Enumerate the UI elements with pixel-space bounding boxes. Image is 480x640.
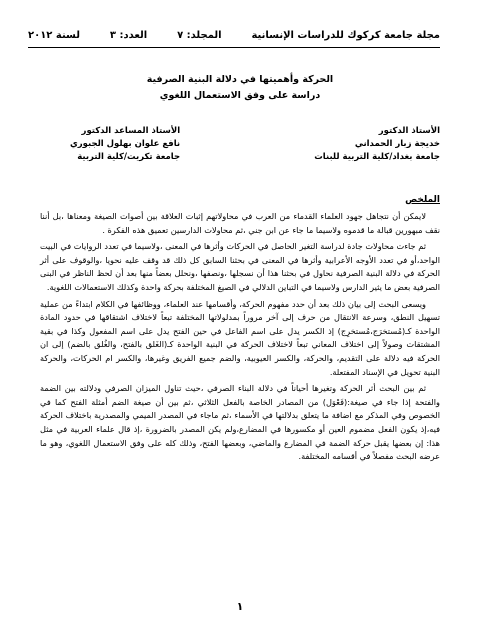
title-block [60,72,420,104]
author-1 [314,125,440,164]
paragraph: ثم جاءت محاولات جادة لدراسة التغير الحاصل في الحركات وأثرها في المعنى ،ولاسيما في تعدد الروايات في البيت الواحد،أو في تعدد الأوجه الأعرابية وأثرها في المعنى في بحثنا السابق كل ذلك قد وقف عليه نحويا ،والوقوف على أثر الحركة في دلالة البنية الصرفية نحاول في بحثنا هذا أن نسجلها ،ونصفها ،ونحلل بعضاً منها بعد أن لحظ الناظر في البنى الصرفية بعض ما يثير الدارس ولاسيما في التباين الدلالي في الصيغ المختلفة بحركة واحدة وكذلك الاستعمالات اللغوية. [40,241,440,292]
paragraph: لايمكن أن نتجاهل جهود العلماء القدماء من العرب في محاولاتهم إثبات العلاقة بين أصوات الصيغة ومعناها ،بل أننا نقف مبهورين قبالة ما قدموه ولاسيما ما جاء عن ابن جني ،ثم محاولات الدارسين تعميق هذه الفكرة . [40,211,440,235]
authors-block [40,125,440,175]
paper-subtitle: دراسة على وفق الاستعمال اللغوي [159,90,321,101]
author-2 [70,125,180,164]
journal-volume: المجلد: ٧ [177,29,222,41]
abstract-body [40,210,440,467]
page-number: ١ [236,600,244,613]
paragraph: ويسعى البحث إلى بيان ذلك بعد أن حدد مفهوم الحركة، وأقسامها عند العلماء، ووظائفها في الكلام ابتداءً من عملية تسهيل النطق، وسرعة الانتقال من حرف إلى آخر مروراً بمدلولاتها المختلفة تبعاً لاختلاف اشتقاقها في حدود المادة الواحدة كـ(مُستخرَج،مُستخرِج) إذ الكسر يدل على اسم الفاعل في حين الفتح يدل على اسم المفعول وكذا في بقية المشتقات وصولاً إلى اختلاف المعاني تبعاً لاختلاف الحركة في البنية الواحدة كـ(الغَلق بالفتح، والغُلق بالضم) إلى ان الحركة فيه دلالة على التقديم، والحركة، والكسر العيوبية، والضم جميع الفريق وغيرها، والكسر ام الحركات، والحركة البنية تحويل في الإسناد المفتعلة. [40,298,440,377]
journal-name: مجلة جامعة كركوك للدراسات الإنسانية [251,29,440,41]
paragraph: ثم بين البحث أثر الحركة وتغيرها أحياناً في دلالة البناء الصرفي ،حيث تناول الميزان الصرفي ودلالته بين الضمة والفتحة إذا جاء في صيغة:(فَعْوَل) من المصادر الخاصة بالفعل الثلاثي ،ثم بين أن صيغة الضم أمثلة الفتح كما في الخصوص وفي المذكر مع اضافة ما يتعلق بدلالتها في الأسماء ،ثم ماجاء في المصدر الميمي والمصدرية باختلاف الحركة فيه،إذ يكون الفعل مضموم العين أو مكسورها في المضارع،ولم يكن المصدر بالضرورة ،إذ قال علماء العربية في مثل هذا: إن بعضها يقبل حركة الضمة في المضارع والماضي، وبعضها الفتح، وذلك كله على وفق الاستعمال اللغوي، وهو ما عرضه البحث مفصلاً في أقسامه المختلفة. [40,383,440,462]
paper-title: الحركة وأهميتها في دلالة البنية الصرفية [146,74,334,85]
journal-header [28,26,440,44]
author-1-name: خديجة زبار الحمداني [354,139,440,149]
journal-year: لسنة ٢٠١٢ [28,29,80,41]
author-2-name: نافع علوان بهلول الجبوري [70,139,181,149]
header-rule [28,47,440,48]
abstract-heading: الملخص [405,195,440,205]
author-2-title: الأستاذ المساعد الدكتور [81,126,181,136]
author-2-affiliation: جامعة تكريت/كلية التربية [77,152,181,162]
author-1-title: الأستاذ الدكتور [378,126,440,136]
author-1-affiliation: جامعة بغداد/كلية التربية للبنات [314,152,440,162]
journal-issue: العدد: ٣ [109,29,148,41]
